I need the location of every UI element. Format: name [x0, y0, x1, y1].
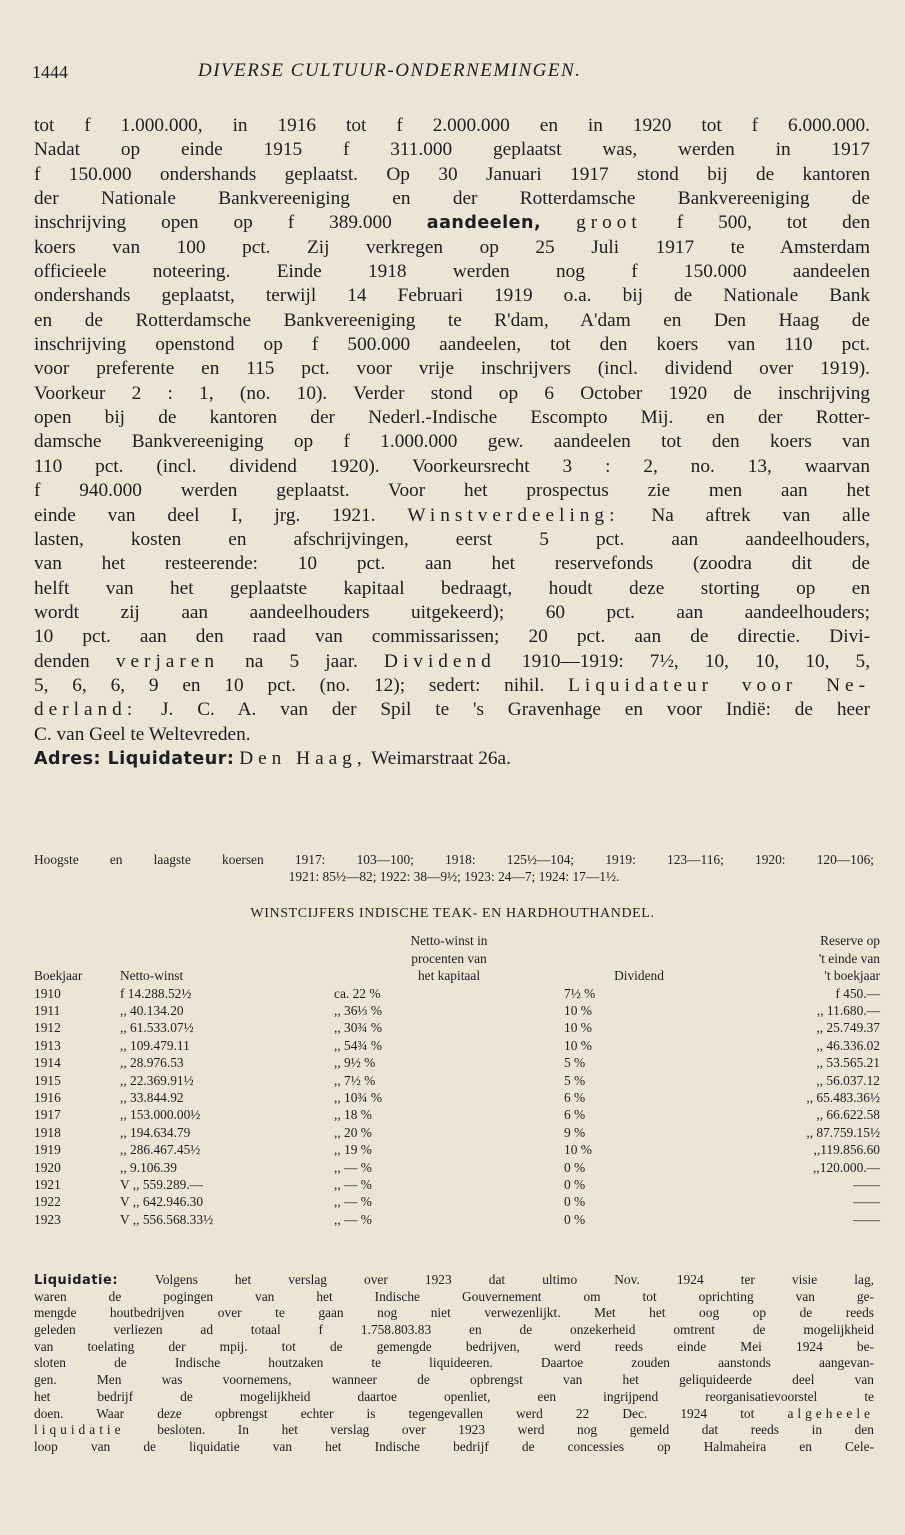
- header-line: het kapitaal: [417, 968, 481, 983]
- cell-pct: ,, — %: [334, 1211, 372, 1227]
- cell-pct: ,, 19 %: [334, 1142, 372, 1158]
- header-line: 't boekjaar: [824, 968, 880, 983]
- table-row: [34, 1037, 880, 1054]
- text-line: tot f 1.000.000, in 1916 tot f 2.000.000 en in 1920 tot f 6.000.000.: [34, 115, 870, 136]
- cell-res: ——: [853, 1211, 880, 1227]
- adres-city: Den Haag,: [239, 747, 367, 769]
- cell-res: ,, 25.749.37: [816, 1020, 880, 1036]
- cell-res: ,,119.856.60: [813, 1142, 880, 1158]
- cell-net: ,, 286.467.45½: [120, 1142, 201, 1158]
- cell-year: 1911: [34, 1002, 61, 1018]
- cell-div: 5 %: [564, 1055, 586, 1071]
- cell-pct: ,, — %: [334, 1194, 372, 1210]
- text-line: [34, 698, 870, 722]
- cell-res: ,, 56.037.12: [816, 1072, 880, 1088]
- cell-net: ,, 109.479.11: [120, 1037, 190, 1053]
- cell-net: V ,, 642.946.30: [120, 1194, 204, 1210]
- cell-year: 1910: [34, 985, 61, 1001]
- cell-pct: ,, 20 %: [334, 1124, 372, 1140]
- text-segment: einde van deel I, jrg. 1921.: [34, 504, 376, 526]
- cell-net: ,, 28.976.53: [120, 1055, 184, 1071]
- text-line: wordt zij aan aandeelhouders uitgekeerd); 60 pct. aan aandeelhouders;: [34, 601, 870, 623]
- cell-res: ,, 53.565.21: [816, 1055, 880, 1071]
- text-line: sloten de Indische houtzaken te liquideeren. Daartoe zouden aanstonds aangevan-: [34, 1355, 874, 1371]
- table-row: [34, 1002, 880, 1019]
- cell-year: 1923: [34, 1211, 61, 1227]
- text-line: voor preferente en 115 pct. voor vrije inschrijvers (incl. dividend over 1919).: [34, 358, 870, 380]
- cell-pct: ,, 54¾ %: [334, 1037, 382, 1053]
- cell-net: ,, 194.634.79: [120, 1124, 191, 1140]
- text-segment: Na aftrek van alle: [651, 504, 871, 526]
- spaced-term: Liquidateur voor Ne-: [568, 674, 870, 696]
- cell-res: ,, 11.680.—: [816, 1002, 880, 1018]
- text-segment: Volgens het verslag over 1923 dat ultimo Nov. 1924 ter visie lag,: [154, 1272, 874, 1287]
- text-segment: 5, 6, 6, 9 en 10 pct. (no. 12); sedert: nihil.: [34, 674, 545, 696]
- table-row: [34, 985, 880, 1002]
- text-line: damsche Bankvereeniging op f 1.000.000 gew. aandeelen tot den koers van: [34, 431, 870, 453]
- cell-pct: ,, 9½ %: [334, 1055, 376, 1071]
- liquidatie-label: Liquidatie:: [34, 1273, 119, 1288]
- cell-pct: ,, 36⅓ %: [334, 1002, 382, 1018]
- cell-div: 10 %: [564, 1142, 592, 1158]
- text-line: [34, 674, 870, 698]
- text-line: 110 pct. (incl. dividend 1920). Voorkeursrecht 3 : 2, no. 13, waarvan: [34, 455, 870, 477]
- body-paragraph: [34, 114, 870, 771]
- table-row: [34, 1089, 880, 1106]
- cell-net: V ,, 556.568.33½: [120, 1211, 214, 1227]
- header-line: Reserve op: [820, 933, 880, 948]
- header-line: Netto-winst in: [410, 933, 488, 948]
- header-line: 't einde van: [818, 950, 880, 966]
- text-segment: besloten. In het verslag over 1923 werd nog gemeld dat reeds in den: [157, 1422, 874, 1438]
- text-line: [34, 504, 870, 528]
- cell-year: 1922: [34, 1194, 61, 1210]
- cell-res: ,, 66.622.58: [816, 1107, 880, 1123]
- table-row: [34, 1211, 880, 1228]
- text-line: inschrijving openstond op f 500.000 aandeelen, tot den koers van 110 pct.: [34, 334, 870, 356]
- cell-res: ,,120.000.—: [813, 1159, 880, 1175]
- text-line: [34, 1422, 874, 1439]
- page-number: 1444: [32, 62, 68, 82]
- cell-res: ——: [853, 1176, 880, 1192]
- text-line: [34, 650, 870, 674]
- table-row: [34, 1141, 880, 1158]
- cell-div: 5 %: [564, 1072, 586, 1088]
- cell-pct: ,, 7½ %: [334, 1072, 376, 1088]
- text-segment: J. C. A. van der Spil te 's Gravenhage en voor Indië: de heer: [161, 699, 870, 721]
- cell-div: 10 %: [564, 1037, 592, 1053]
- text-line: open bij de kantoren der Nederl.-Indische Escompto Mij. en der Rotter-: [34, 407, 870, 429]
- cell-pct: ,, 18 %: [334, 1107, 372, 1123]
- text-line: geleden verliezen ad totaal f 1.758.803.83 en de onzekerheid omtrent de mogelijkheid: [34, 1322, 874, 1338]
- spaced-term: verjaren: [115, 650, 219, 672]
- cell-res: ,, 46.336.02: [816, 1037, 880, 1053]
- header-reserve: [714, 932, 880, 985]
- header-boekjaar: Boekjaar: [34, 968, 83, 983]
- text-line: ondershands geplaatst, terwijl 14 Februari 1919 o.a. bij de Nationale Bank: [34, 285, 870, 307]
- cell-div: 7½ %: [564, 985, 596, 1001]
- cell-div: 6 %: [564, 1089, 586, 1105]
- table-row: [34, 1072, 880, 1089]
- cell-div: 10 %: [564, 1020, 592, 1036]
- text-segment: f 500, tot den: [676, 212, 870, 234]
- text-line: Voorkeur 2 : 1, (no. 10). Verder stond op 6 October 1920 de inschrijving: [34, 382, 870, 404]
- text-line: koers van 100 pct. Zij verkregen op 25 Juli 1917 te Amsterdam: [34, 236, 870, 258]
- text-line: der Nationale Bankvereeniging en der Rotterdamsche Bankvereeniging de: [34, 188, 870, 210]
- spaced-term: liquidatie: [34, 1422, 125, 1438]
- cell-year: 1914: [34, 1055, 61, 1071]
- text-line: en de Rotterdamsche Bankvereeniging te R'dam, A'dam en Den Haag de: [34, 309, 870, 331]
- cell-net: V ,, 559.289.—: [120, 1176, 204, 1192]
- text-segment: doen. Waar deze opbrengst echter is tegengevallen werd 22 Dec. 1924 tot: [34, 1405, 755, 1421]
- adres-street: Weimarstraat 26a.: [371, 747, 511, 769]
- table-row: [34, 1106, 880, 1123]
- page-header: [0, 54, 905, 84]
- text-segment: denden: [34, 650, 90, 672]
- header-line: procenten van: [411, 950, 487, 966]
- cell-net: ,, 40.134.20: [120, 1002, 184, 1018]
- cell-res: ,, 65.483.36½: [806, 1089, 880, 1105]
- text-line: van toelating der mpij. tot de gemengde bedrijven, werd reeds einde Mei 1924 be-: [34, 1338, 874, 1354]
- text-line: officieele noteering. Einde 1918 werden nog f 150.000 aandeelen: [34, 261, 870, 283]
- cell-net: ,, 61.533.07½: [120, 1020, 194, 1036]
- text-line: [34, 211, 870, 235]
- cell-net: ,, 33.844.92: [120, 1089, 184, 1105]
- table-title: WINSTCIJFERS INDISCHE TEAK- EN HARDHOUTHANDEL.: [250, 906, 655, 921]
- cell-year: 1917: [34, 1107, 61, 1123]
- text-line: Nadat op einde 1915 f 311.000 geplaatst was, werden in 1917: [34, 139, 870, 161]
- table-header-row: [34, 932, 880, 985]
- table-row: [34, 1124, 880, 1141]
- cell-res: ——: [853, 1194, 880, 1210]
- cell-res: f 450.—: [835, 985, 880, 1001]
- text-line: helft van het geplaatste kapitaal bedraagt, houdt deze storting op en: [34, 577, 870, 599]
- cell-pct: ca. 22 %: [334, 985, 381, 1001]
- cell-year: 1913: [34, 1037, 61, 1053]
- text-line: mengde houtbedrijven over te gaan nog niet verwezenlijkt. Met het oog op de reeds: [34, 1305, 874, 1321]
- cell-res: ,, 87.759.15½: [806, 1124, 880, 1140]
- text-line: f 940.000 werden geplaatst. Voor het prospectus zie men aan het: [34, 480, 870, 502]
- cell-div: 10 %: [564, 1002, 592, 1018]
- text-line: waren de pogingen van het Indische Gouvernement om tot oprichting van ge-: [34, 1288, 874, 1304]
- cell-year: 1918: [34, 1124, 61, 1140]
- running-title: DIVERSE CULTUUR-ONDERNEMINGEN.: [198, 60, 582, 81]
- cell-pct: ,, — %: [334, 1176, 372, 1192]
- text-line: 10 pct. aan den raad van commissarissen; 20 pct. aan de directie. Divi-: [34, 626, 870, 648]
- text-line: gen. Men was voornemens, wanneer de opbrengst van het geliquideerde deel van: [34, 1372, 874, 1388]
- aandeelen-heading: aandeelen,: [426, 213, 542, 234]
- cell-net: ,, 22.369.91½: [120, 1072, 194, 1088]
- text-line: C. van Geel te Weltevreden.: [34, 723, 251, 745]
- cell-net: ,, 9.106.39: [120, 1159, 177, 1175]
- koersen-block: [34, 852, 874, 885]
- table-row: [34, 1159, 880, 1176]
- cell-div: 0 %: [564, 1176, 586, 1192]
- cell-div: 6 %: [564, 1107, 586, 1123]
- table-row: [34, 1176, 880, 1193]
- cell-year: 1919: [34, 1142, 61, 1158]
- header-netto-winst: Netto-winst: [120, 968, 184, 983]
- koersen-line: Hoogste en laagste koersen 1917: 103—100; 1918: 125½—104; 1919: 123—116; 1920: 120—106;: [34, 852, 874, 867]
- cell-year: 1920: [34, 1159, 61, 1175]
- table-row: [34, 1193, 880, 1210]
- spaced-term: Dividend: [384, 650, 496, 672]
- cell-div: 0 %: [564, 1159, 586, 1175]
- text-line: loop van de liquidatie van het Indische bedrijf de concessies op Halmaheira en Cele-: [34, 1438, 874, 1454]
- text-segment: na 5 jaar.: [245, 650, 358, 672]
- text-line: van het resteerende: 10 pct. aan het reservefonds (zoodra dit de: [34, 553, 870, 575]
- cell-net: ,, 153.000.00½: [120, 1107, 201, 1123]
- text-line: lasten, kosten en afschrijvingen, eerst 5 pct. aan aandeelhouders,: [34, 528, 870, 550]
- text-line: [34, 1406, 874, 1423]
- table-row: [34, 1019, 880, 1036]
- liquidatie-paragraph: [34, 1272, 874, 1456]
- spaced-term: derland:: [34, 699, 138, 721]
- table-row: [34, 1054, 880, 1071]
- text-line: het bedrijf de mogelijkheid daartoe openliet, een ingrijpend reorganisatievoorstel te: [34, 1388, 874, 1404]
- cell-pct: ,, 10¾ %: [334, 1089, 382, 1105]
- cell-net: f 14.288.52½: [120, 985, 192, 1001]
- text-segment: 1910—1919: 7½, 10, 10, 10, 5,: [521, 650, 871, 672]
- cell-year: 1916: [34, 1089, 61, 1105]
- winstcijfers-table: [34, 932, 880, 1228]
- cell-year: 1921: [34, 1176, 61, 1192]
- cell-year: 1915: [34, 1072, 61, 1088]
- cell-div: 0 %: [564, 1211, 586, 1227]
- spaced-term: groot: [576, 212, 642, 234]
- adres-label: Adres: Liquidateur:: [34, 748, 235, 769]
- text-line: [34, 1272, 874, 1289]
- cell-div: 0 %: [564, 1194, 586, 1210]
- text-line: f 150.000 ondershands geplaatst. Op 30 Januari 1917 stond bij de kantoren: [34, 163, 870, 185]
- koersen-line: 1921: 85½—82; 1922: 38—9½; 1923: 24—7; 1924: 17—1½.: [288, 868, 620, 884]
- table-body: [34, 985, 880, 1229]
- cell-year: 1912: [34, 1020, 61, 1036]
- spaced-term: algeheele: [787, 1405, 874, 1421]
- spaced-term: Winstverdeeling:: [407, 504, 620, 526]
- address-line: [34, 747, 870, 771]
- cell-pct: ,, — %: [334, 1159, 372, 1175]
- text-segment: inschrijving open op f 389.000: [34, 212, 392, 234]
- cell-div: 9 %: [564, 1124, 586, 1140]
- cell-pct: ,, 30¾ %: [334, 1020, 382, 1036]
- header-procenten: [334, 932, 564, 985]
- header-dividend: Dividend: [614, 968, 664, 983]
